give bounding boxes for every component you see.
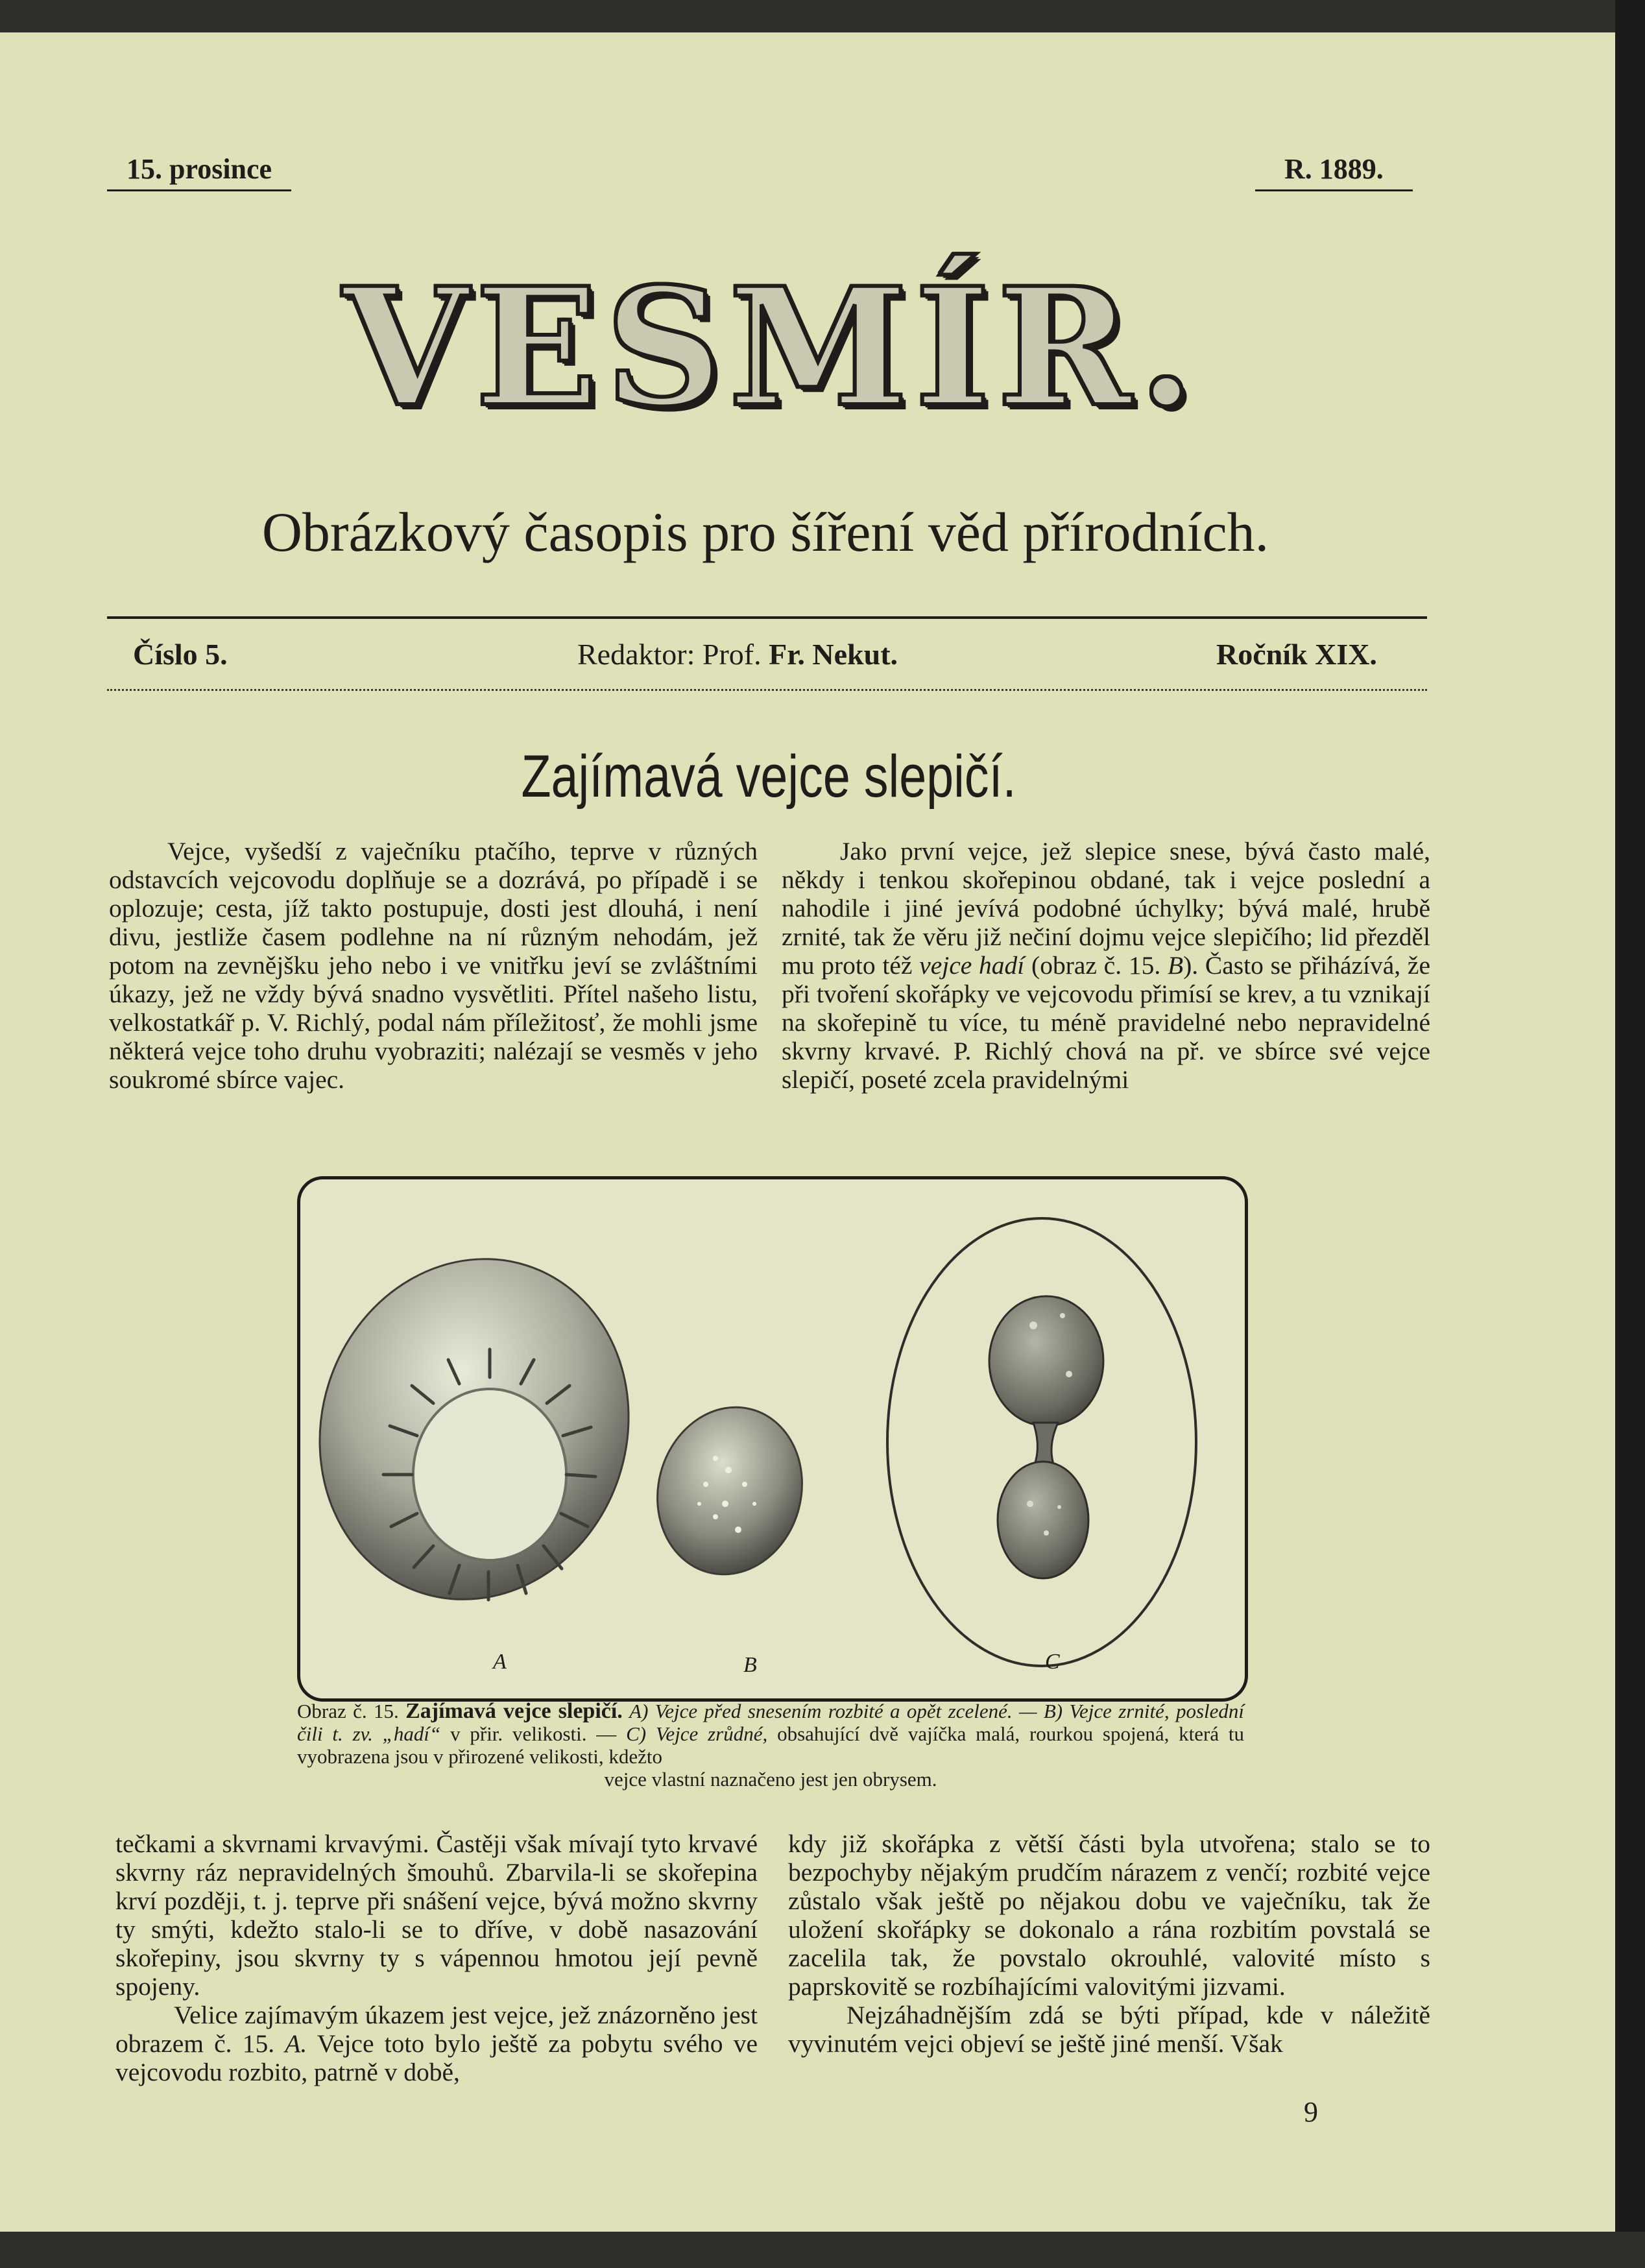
page-number: 9 <box>1304 2096 1318 2128</box>
paragraph: kdy již skořápka z větší části byla utvořena; stalo se to bezpochyby nějakým prudčím nárazem z venčí; rozbité vejce zůstalo však ještě po nějakou dobu ve vaječníku, tak že uložení skořápky se dokonalo a rána rozbitím povstalá se zacelila tak, že povstalo okrouhlé, valovité místo s paprskovitě se rozbíhajícími valovitými jizvami. <box>788 1829 1430 2001</box>
editor-name: Fr. Nekut. <box>769 638 898 671</box>
caption-part-rest: obsahující dvě vajíčka malá, rourkou spojená, která tu vyobrazena jsou v přirozené velikosti, kdežto <box>297 1722 1245 1768</box>
journal-page <box>0 32 1615 2232</box>
header-rule-bottom <box>107 689 1427 691</box>
editor-line <box>577 637 898 671</box>
scan-right-edge <box>1615 0 1645 2268</box>
editor-label: Redaktor: Prof. <box>577 638 762 671</box>
scan-bottom-edge <box>0 2232 1645 2268</box>
issue-date: 15. prosince <box>107 152 291 191</box>
masthead-title: VESMÍR. <box>342 252 1201 442</box>
figure-label-c: C <box>1045 1650 1060 1674</box>
caption-number: Obraz č. 15. <box>297 1700 399 1722</box>
masthead-subtitle: Obrázkový časopis pro šíření věd přírodních. <box>261 501 1269 563</box>
figure-eggs <box>297 1176 1248 1702</box>
paragraph: tečkami a skvrnami krvavými. Častěji však mívají tyto krvavé skvrny ráz nepravidelných šmouhů. Zbarvila-li se skořepina krví později, t. j. teprve při snášení vejce, bývá možno skvrny ty smýti, kdežto stalo-li se to dříve, v době nasazování skořepiny, jsou skvrny ty s vápennou hmotou její pevně spojeny. <box>115 1829 758 2001</box>
text-column-4 <box>788 1829 1430 2058</box>
caption-part-a: A) Vejce před snesením rozbité a opět zcelené. — B) Vejce zrnité, poslední čili t. zv. „hadí“ <box>297 1700 1244 1745</box>
issue-year: R. 1889. <box>1255 152 1413 191</box>
header-rule-top <box>107 616 1427 619</box>
figure-caption <box>297 1700 1244 1791</box>
figure-label-a: A <box>493 1650 507 1674</box>
text-column-1 <box>109 837 758 1094</box>
paragraph: Jako první vejce, jež slepice snese, bývá často malé, někdy i tenkou skořepinou obdané, tak i vejce poslední a nahodile i jiné jevívá podobné úchylky; bývá malé, hrubě zrnité, tak že věru již nečiní dojmu vejce slepičího; lid přezděl mu proto též vejce hadí (obraz č. 15. B). Často se přiházívá, že při tvoření skořápky ve vejcovodu přimísí se krev, a tu vznikají na skořepině tu více, tu méně pravidelné nebo nepravidelné skvrny krvavé. P. Richlý chová na př. ve sbírce své vejce slepičí, poseté zcela pravidelnými <box>782 837 1430 1094</box>
caption-last-line: vejce vlastní naznačeno jest jen obrysem. <box>604 1768 937 1791</box>
paragraph: Velice zajímavým úkazem jest vejce, jež znázorněno jest obrazem č. 15. A. Vejce toto bylo ještě za pobytu svého ve vejcovodu rozbito, patrně v době, <box>115 2001 758 2086</box>
paragraph: Vejce, vyšedší z vaječníku ptačího, teprve v různých odstavcích vejcovodu doplňuje se a dozrává, po případě i se oplozuje; cesta, jíž takto postupuje, dosti jest dlouhá, i není divu, jestliže časem podlehne na ní různým nehodám, jež potom na zevnějšku jeho nebo i ve vnitřku jeví se zvláštními úkazy, jež ne vždy bývá snadno vysvětliti. Přítel našeho listu, velkostatkář p. V. Richlý, podal nám příležitosť, že mohli jsme některá vejce toho druhu vyobraziti; nalézají se vesměs v jeho soukromé sbírce vajec. <box>109 837 758 1094</box>
egg-illustration <box>300 1179 1245 1698</box>
text-column-3 <box>115 1829 758 2086</box>
scan-top-edge <box>0 0 1645 32</box>
issue-number: Číslo 5. <box>133 638 228 671</box>
caption-part-c: C) Vejce zrůdné, <box>626 1722 768 1745</box>
article-title: Zajímavá vejce slepičí. <box>521 743 1016 810</box>
egg-b-drawing <box>639 1391 821 1591</box>
caption-part-mid: v přir. velikosti. — <box>450 1722 617 1745</box>
text-column-2 <box>782 837 1430 1094</box>
egg-c-drawing <box>887 1218 1196 1666</box>
figure-label-b: B <box>743 1653 757 1677</box>
paragraph: Nejzáhadnějším zdá se býti případ, kde v náležitě vyvinutém vejci objeví se ještě jiné menší. Však <box>788 2001 1430 2058</box>
volume-number: Ročník XIX. <box>1216 638 1377 671</box>
egg-a-drawing <box>300 1218 672 1639</box>
caption-title: Zajímavá vejce slepičí. <box>405 1699 623 1723</box>
